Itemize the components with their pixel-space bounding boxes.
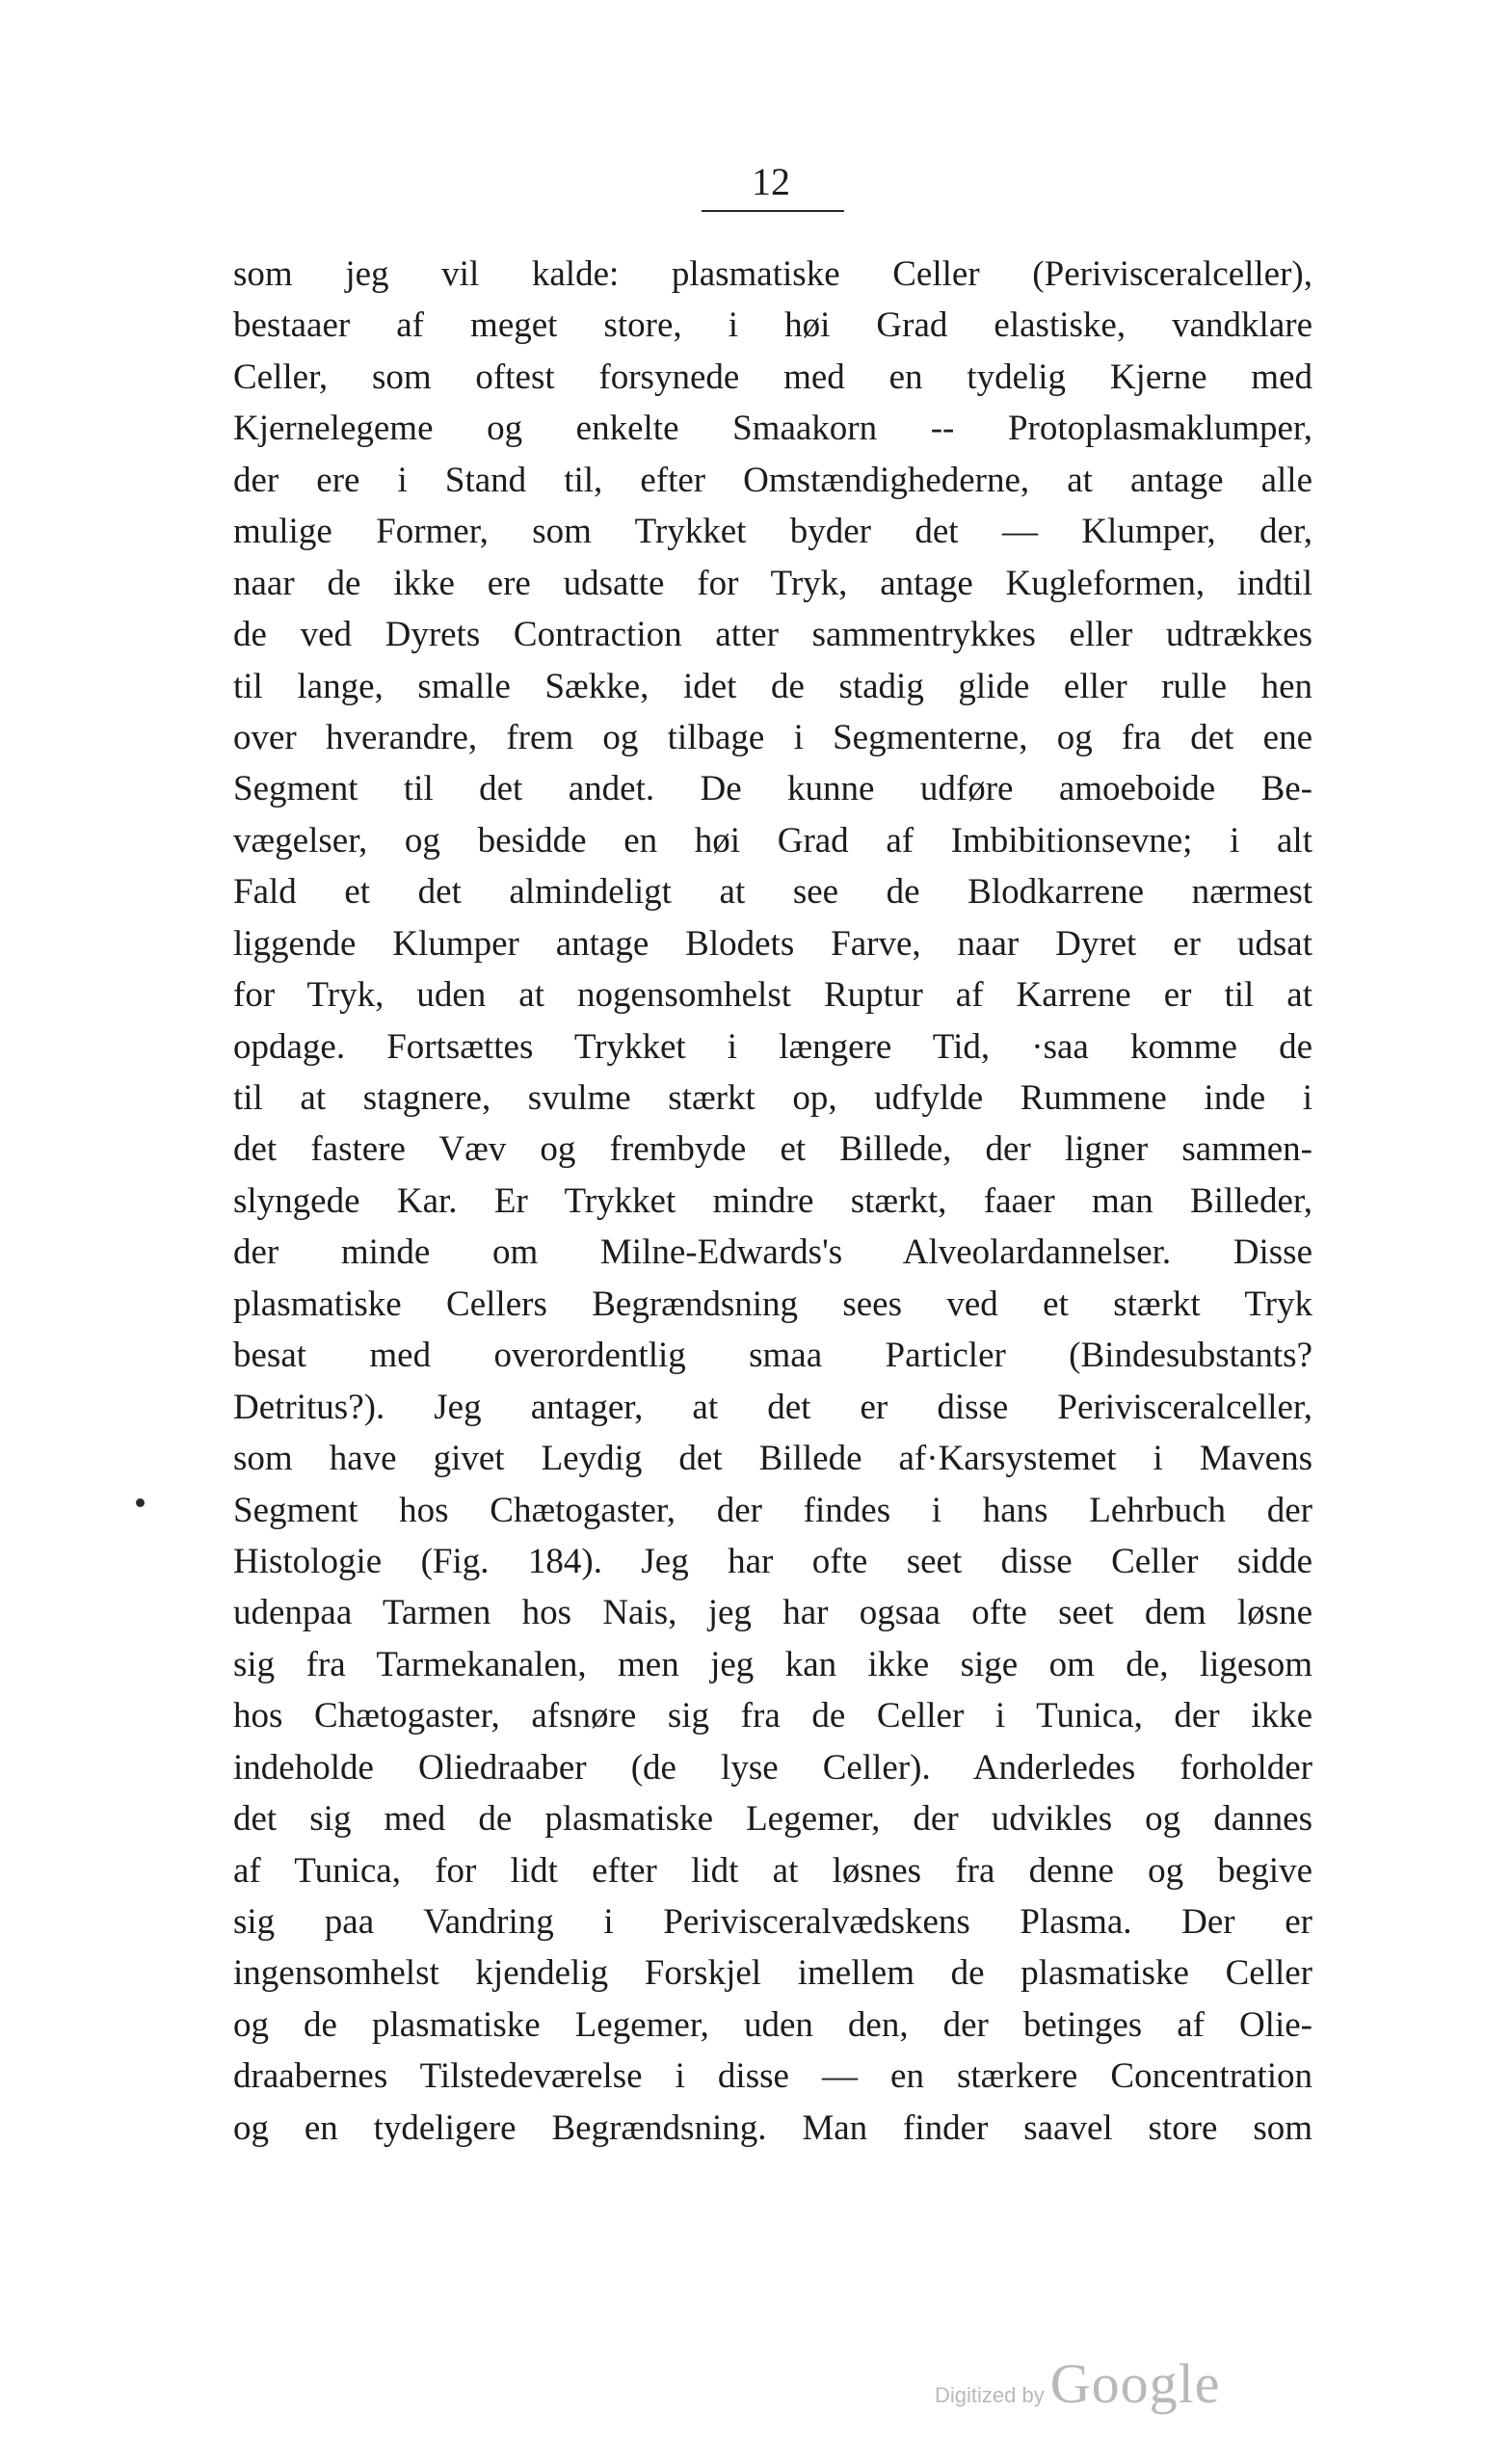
text-line: sig fra Tarmekanalen, men jeg kan ikke sige om de, ligesom xyxy=(233,1644,1312,1684)
text-line: det fastere Væv og frembyde et Billede, der ligner sammen- xyxy=(233,1129,1312,1170)
text-line: de ved Dyrets Contraction atter sammentrykkes eller udtrækkes xyxy=(233,615,1312,655)
text-line: bestaaer af meget store, i høi Grad elastiske, vandklare xyxy=(233,305,1312,346)
page-number-underline xyxy=(702,210,844,212)
watermark-prefix: Digitized by xyxy=(935,2383,1045,2407)
text-line: liggende Klumper antage Blodets Farve, naar Dyret er udsat xyxy=(233,923,1312,964)
text-line: til lange, smalle Sække, idet de stadig glide eller rulle hen xyxy=(233,666,1312,706)
text-line: hos Chætogaster, afsnøre sig fra de Celler i Tunica, der ikke xyxy=(233,1696,1312,1736)
text-line: besat med overordentlig smaa Particler (Bindesubstants? xyxy=(233,1336,1312,1376)
text-line: det sig med de plasmatiske Legemer, der udvikles og dannes xyxy=(233,1799,1312,1840)
text-line: for Tryk, uden at nogensomhelst Ruptur af Karrene er til at xyxy=(233,975,1312,1016)
text-line: indeholde Oliedraaber (de lyse Celler). Anderledes forholder xyxy=(233,1747,1312,1788)
text-line: Segment hos Chætogaster, der findes i hans Lehrbuch der xyxy=(233,1490,1312,1530)
text-line: slyngede Kar. Er Trykket mindre stærkt, faaer man Billeder, xyxy=(233,1180,1312,1221)
text-line: som jeg vil kalde: plasmatiske Celler (Perivisceralceller), xyxy=(233,254,1312,294)
text-line: ingensomhelst kjendelig Forskjel imellem de plasmatiske Celler xyxy=(233,1953,1312,1994)
text-line: Histologie (Fig. 184). Jeg har ofte seet disse Celler sidde xyxy=(233,1541,1312,1581)
text-line: vægelser, og besidde en høi Grad af Imbibitionsevne; i alt xyxy=(233,820,1312,861)
text-line: som have givet Leydig det Billede af·Karsystemet i Mavens xyxy=(233,1439,1312,1479)
text-line: opdage. Fortsættes Trykket i længere Tid, ·saa komme de xyxy=(233,1026,1312,1067)
text-line: der minde om Milne-Edwards's Alveolardannelser. Disse xyxy=(233,1232,1312,1273)
text-line: over hverandre, frem og tilbage i Segmenterne, og fra det ene xyxy=(233,717,1312,757)
text-line: draabernes Tilstedeværelse i disse — en stærkere Concentration xyxy=(233,2056,1312,2097)
text-line: Segment til det andet. De kunne udføre amoeboide Be- xyxy=(233,769,1312,809)
digitized-by-google-watermark xyxy=(935,2351,1282,2428)
text-line: naar de ikke ere udsatte for Tryk, antage Kugleformen, indtil xyxy=(233,563,1312,603)
text-line: til at stagnere, svulme stærkt op, udfylde Rummene inde i xyxy=(233,1078,1312,1118)
text-line: Kjernelegeme og enkelte Smaakorn -- Protoplasmaklumper, xyxy=(233,409,1312,449)
margin-speck xyxy=(136,1498,145,1507)
text-line: og de plasmatiske Legemer, uden den, der betinges af Olie- xyxy=(233,2004,1312,2045)
text-line: udenpaa Tarmen hos Nais, jeg har ogsaa ofte seet dem løsne xyxy=(233,1593,1312,1633)
text-line: plasmatiske Cellers Begrændsning sees ved et stærkt Tryk xyxy=(233,1284,1312,1324)
google-logo: Google xyxy=(1049,2352,1221,2415)
page-number: 12 xyxy=(752,160,790,203)
text-line: der ere i Stand til, efter Omstændighederne, at antage alle xyxy=(233,460,1312,500)
text-line: og en tydeligere Begrændsning. Man finder saavel store som xyxy=(233,2107,1312,2148)
text-line: af Tunica, for lidt efter lidt at løsnes fra denne og begive xyxy=(233,1850,1312,1891)
text-line: Fald et det almindeligt at see de Blodkarrene nærmest xyxy=(233,872,1312,913)
text-line: sig paa Vandring i Perivisceralvædskens Plasma. Der er xyxy=(233,1902,1312,1942)
text-line: Celler, som oftest forsynede med en tydelig Kjerne med xyxy=(233,357,1312,397)
text-line: Detritus?). Jeg antager, at det er disse Perivisceralceller, xyxy=(233,1387,1312,1427)
body-text xyxy=(233,249,1312,2154)
text-line: mulige Former, som Trykket byder det — Klumper, der, xyxy=(233,512,1312,552)
